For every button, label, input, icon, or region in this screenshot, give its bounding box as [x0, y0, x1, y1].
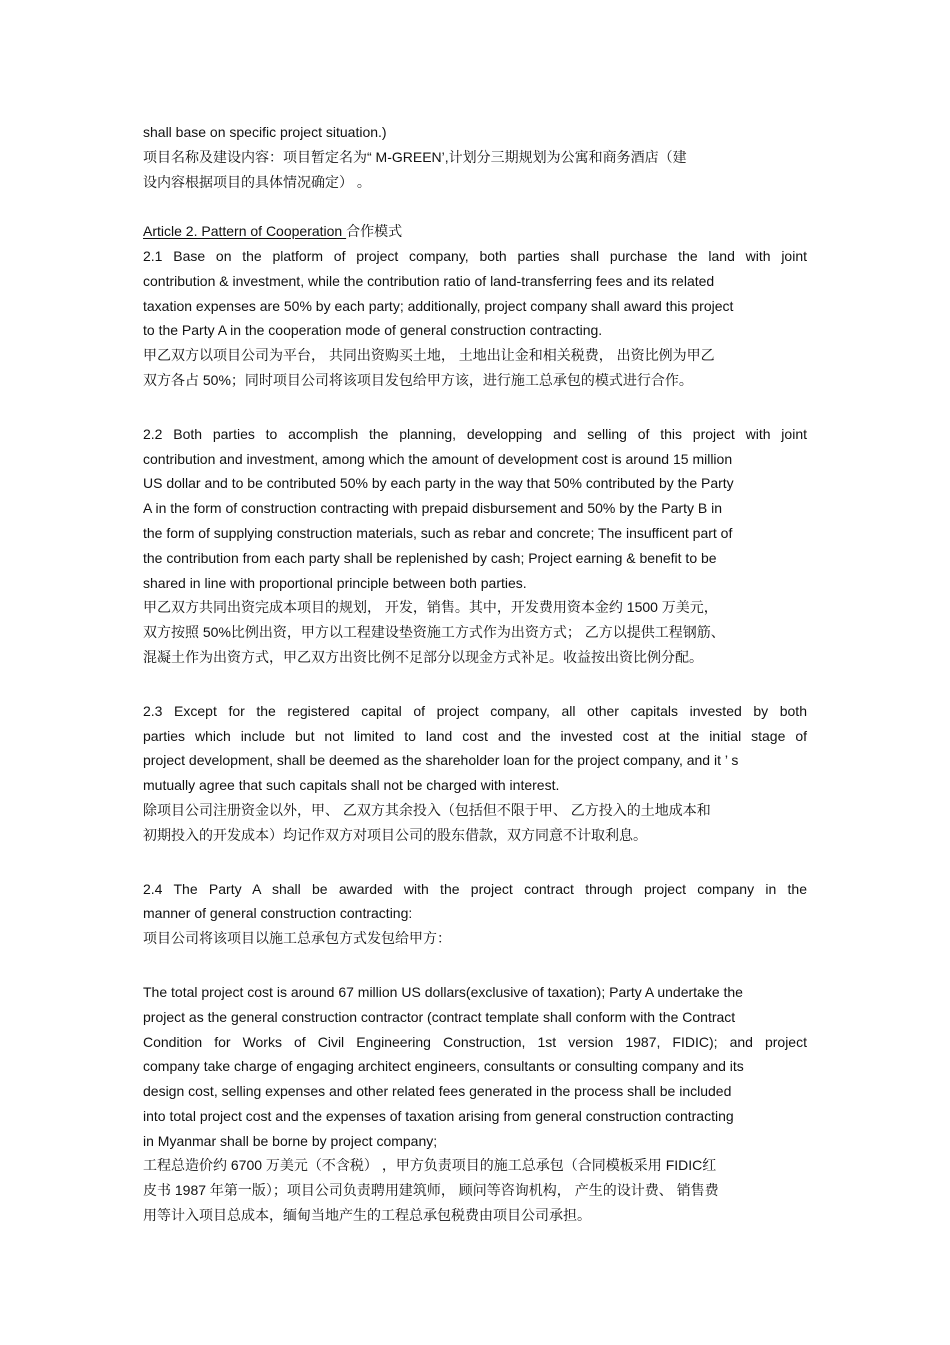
- paragraph-line: US dollar and to be contributed 50% by each party in the way that 50% contributed by the Party: [143, 475, 734, 492]
- section-2-1: [143, 244, 807, 393]
- paragraph-line-zh: 双方按照 50%比例出资，甲方以工程建设垫资施工方式作为出资方式； 乙方以提供工程钢筋、: [143, 624, 725, 641]
- paragraph-line: 2.4 The Party A shall be awarded with the project contract through project company in the: [143, 880, 807, 897]
- paragraph-line: to the Party A in the cooperation mode of general construction contracting.: [143, 322, 603, 339]
- article-2-heading: [143, 219, 807, 244]
- intro-block: [143, 120, 807, 194]
- paragraph-line-zh: 初期投入的开发成本）均记作双方对项目公司的股东借款，双方同意不计取利息。: [143, 826, 647, 843]
- intro-line: 设内容根据项目的具体情况确定） 。: [143, 173, 371, 190]
- total-cost-section: [143, 980, 807, 1228]
- paragraph-line: project development, shall be deemed as the shareholder loan for the project company, and it ’ s: [143, 752, 739, 769]
- paragraph-line: company take charge of engaging architect engineers, consultants or consulting company and its: [143, 1058, 744, 1075]
- paragraph-line-zh: 皮书 1987 年第一版）；项目公司负责聘用建筑师， 顾问等咨询机构， 产生的设计费、 销售费: [143, 1182, 719, 1199]
- document-page: [143, 120, 807, 1228]
- section-2-2: [143, 422, 807, 670]
- paragraph-line: mutually agree that such capitals shall not be charged with interest.: [143, 777, 560, 794]
- paragraph-line: Condition for Works of Civil Engineering Construction, 1st version 1987, FIDIC); and project: [143, 1033, 807, 1050]
- paragraph-line: project as the general construction contractor (contract template shall conform with the Contract: [143, 1008, 736, 1025]
- paragraph-line: in Myanmar shall be borne by project company;: [143, 1132, 438, 1149]
- paragraph-line: manner of general construction contracting:: [143, 905, 413, 922]
- paragraph-line: 2.3 Except for the registered capital of project company, all other capitals invested by both: [143, 702, 807, 719]
- article-2-heading-en: Article 2. Pattern of Cooperation: [143, 223, 347, 240]
- paragraph-line-zh: 除项目公司注册资金以外，甲、 乙双方其余投入（包括但不限于甲、 乙方投入的土地成本和: [143, 801, 711, 818]
- paragraph-line: contribution & investment, while the contribution ratio of land-transferring fees and its related: [143, 272, 715, 289]
- paragraph-line-zh: 甲乙双方共同出资完成本项目的规划， 开发，销售。其中，开发费用资本金约 1500 万美元，: [143, 599, 718, 616]
- paragraph-line: into total project cost and the expenses of taxation arising from general construction contracting: [143, 1107, 734, 1124]
- paragraph-line: The total project cost is around 67 million US dollars(exclusive of taxation); Party A undertake the: [143, 983, 743, 1000]
- paragraph-line-zh: 工程总造价约 6700 万美元（不含税） ，甲方负责项目的施工总承包（合同模板采用 FIDIC红: [143, 1157, 717, 1174]
- paragraph-line-zh: 甲乙双方以项目公司为平台， 共同出资购买土地， 土地出让金和相关税费， 出资比例为甲乙: [143, 347, 715, 364]
- paragraph-line-zh: 用等计入项目总成本，缅甸当地产生的工程总承包税费由项目公司承担。: [143, 1207, 591, 1224]
- paragraph-line-zh: 项目公司将该项目以施工总承包方式发包给甲方：: [143, 930, 451, 947]
- paragraph-line: shared in line with proportional principle between both parties.: [143, 574, 527, 591]
- section-2-3: [143, 699, 807, 848]
- intro-line: 项目名称及建设内容：项目暂定名为“ M-GREEN’,计划分三期规划为公寓和商务酒店（建: [143, 148, 687, 165]
- paragraph-line: 2.2 Both parties to accomplish the planning, developping and selling of this project with joint: [143, 425, 807, 442]
- paragraph-line: contribution and investment, among which the amount of development cost is around 15 million: [143, 450, 733, 467]
- paragraph-line: A in the form of construction contracting with prepaid disbursement and 50% by the Party B in: [143, 500, 722, 517]
- paragraph-line: design cost, selling expenses and other related fees generated in the process shall be included: [143, 1083, 732, 1100]
- article-2-heading-zh: 合作模式: [346, 223, 403, 240]
- paragraph-line: the form of supplying construction materials, such as rebar and concrete; The insufficent part of: [143, 524, 733, 541]
- paragraph-line-zh: 双方各占 50%；同时项目公司将该项目发包给甲方该，进行施工总承包的模式进行合作。: [143, 371, 693, 388]
- paragraph-line: 2.1 Base on the platform of project company, both parties shall purchase the land with joint: [143, 247, 807, 264]
- paragraph-line: parties which include but not limited to land cost and the invested cost at the initial stage of: [143, 727, 807, 744]
- section-2-4: [143, 877, 807, 951]
- paragraph-line: taxation expenses are 50% by each party; additionally, project company shall award this project: [143, 297, 734, 314]
- paragraph-line: the contribution from each party shall be replenished by cash; Project earning & benefit to be: [143, 549, 717, 566]
- paragraph-line-zh: 混凝土作为出资方式，甲乙双方出资比例不足部分以现金方式补足。收益按出资比例分配。: [143, 648, 703, 665]
- intro-line: shall base on specific project situation.): [143, 124, 387, 140]
